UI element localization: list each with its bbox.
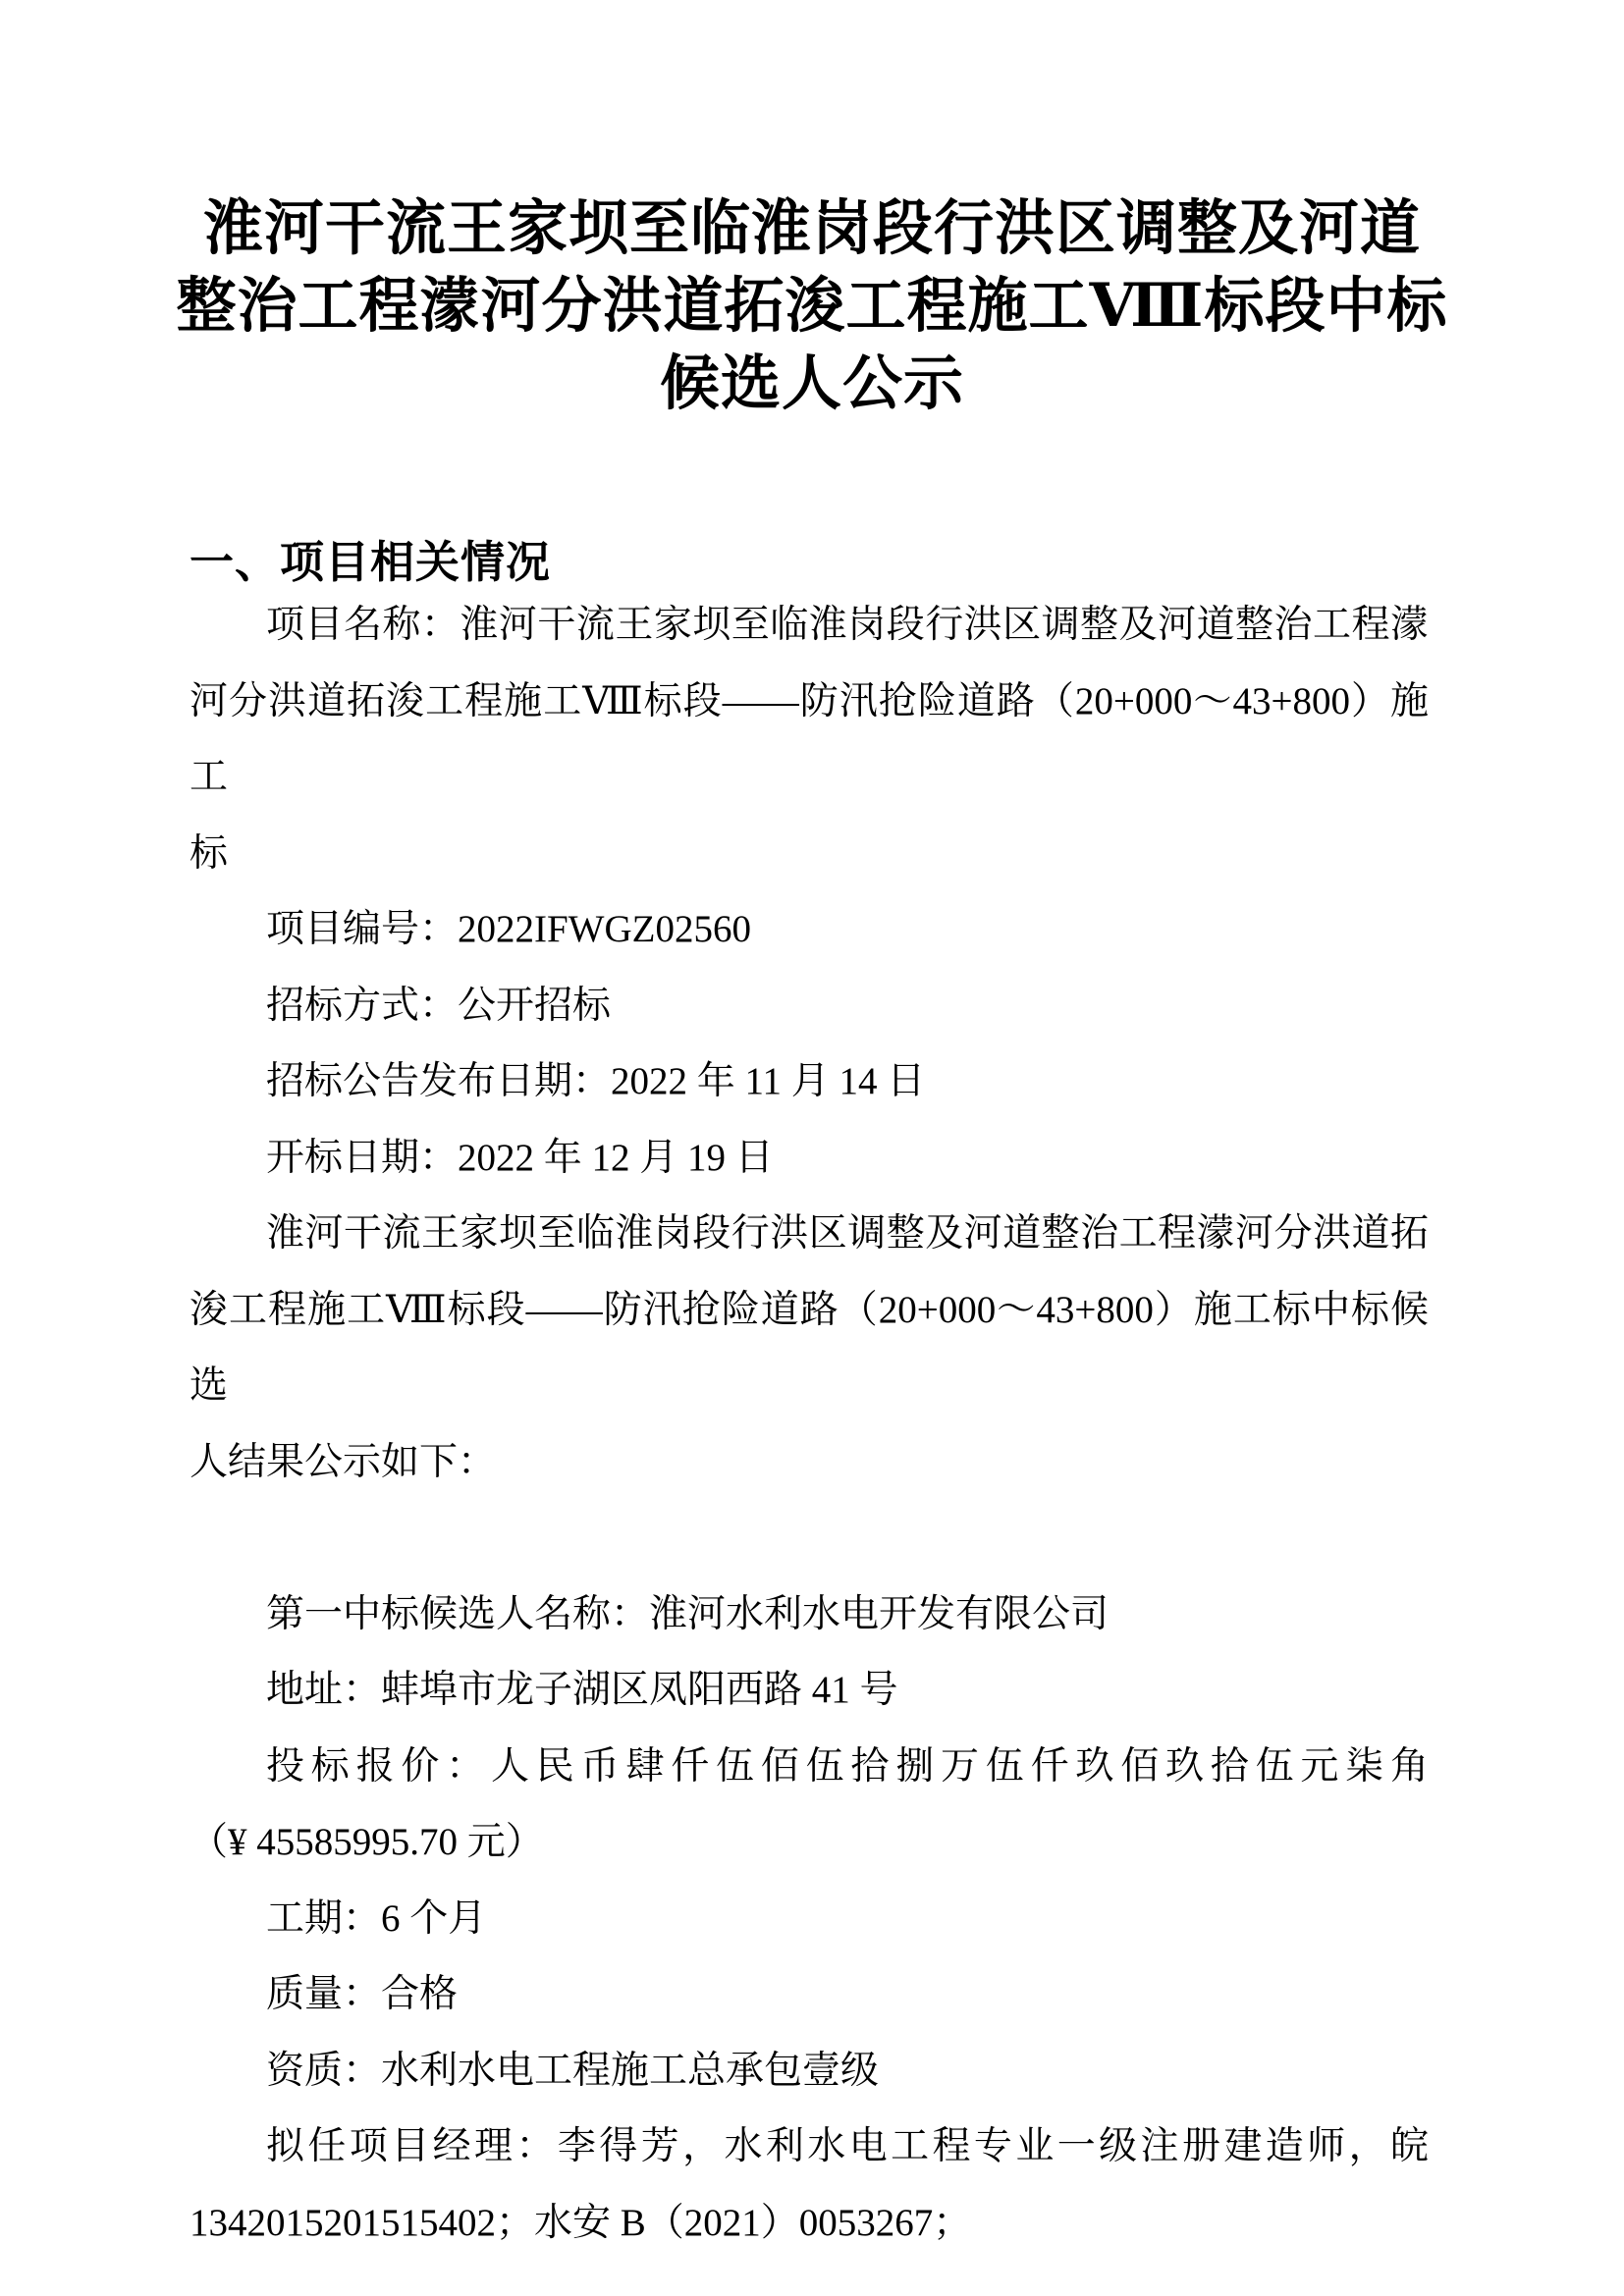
title-line: 整治工程濛河分洪道拓浚工程施工Ⅷ标段中标 xyxy=(176,274,1448,340)
title-line: 候选人公示 xyxy=(659,351,964,417)
body-line: 项目编号：2022IFWGZ02560 xyxy=(266,908,751,950)
body-line: 资质：水利水电工程施工总承包壹级 xyxy=(266,2049,880,2092)
document-body xyxy=(189,587,1429,2261)
body-line: 第一中标候选人名称：淮河水利水电开发有限公司 xyxy=(266,1592,1110,1635)
body-line: 人结果公示如下： xyxy=(189,1440,497,1483)
body-line: 拟任项目经理：李得芳，水利水电工程专业一级注册建造师，皖 xyxy=(266,2125,1429,2167)
body-line: 淮河干流王家坝至临淮岗段行洪区调整及河道整治工程濛河分洪道拓 xyxy=(266,1212,1429,1255)
body-line: 投标报价：人民币肆仟伍佰伍拾捌万伍仟玖佰玖拾伍元柒角 xyxy=(266,1744,1429,1788)
body-line: 开标日期：2022 年 12 月 19 日 xyxy=(266,1136,774,1179)
document-title xyxy=(0,190,1624,423)
body-line: 招标方式：公开招标 xyxy=(266,984,612,1027)
body-line: 标 xyxy=(189,831,229,875)
body-line: 招标公告发布日期：2022 年 11 月 14 日 xyxy=(266,1060,926,1102)
body-line: 工期：6 个月 xyxy=(266,1896,487,1940)
body-line: （¥ 45585995.70 元） xyxy=(189,1821,544,1863)
body-line: 1342015201515402；水安 B（2021）0053267； xyxy=(189,2201,972,2244)
section-heading: 一、项目相关情况 xyxy=(189,537,552,587)
blank-line xyxy=(189,1500,1429,1576)
body-line: 项目名称：淮河干流王家坝至临淮岗段行洪区调整及河道整治工程濛 xyxy=(266,604,1429,646)
title-line: 淮河干流王家坝至临淮岗段行洪区调整及河道 xyxy=(202,196,1421,262)
body-line: 浚工程施工Ⅷ标段——防汛抢险道路（20+000～43+800）施工标中标候选 xyxy=(189,1288,1429,1407)
body-line: 质量：合格 xyxy=(266,1973,459,2015)
body-line: 河分洪道拓浚工程施工Ⅷ标段——防汛抢险道路（20+000～43+800）施工 xyxy=(189,679,1429,798)
body-line: 地址：蚌埠市龙子湖区凤阳西路 41 号 xyxy=(266,1669,898,1711)
